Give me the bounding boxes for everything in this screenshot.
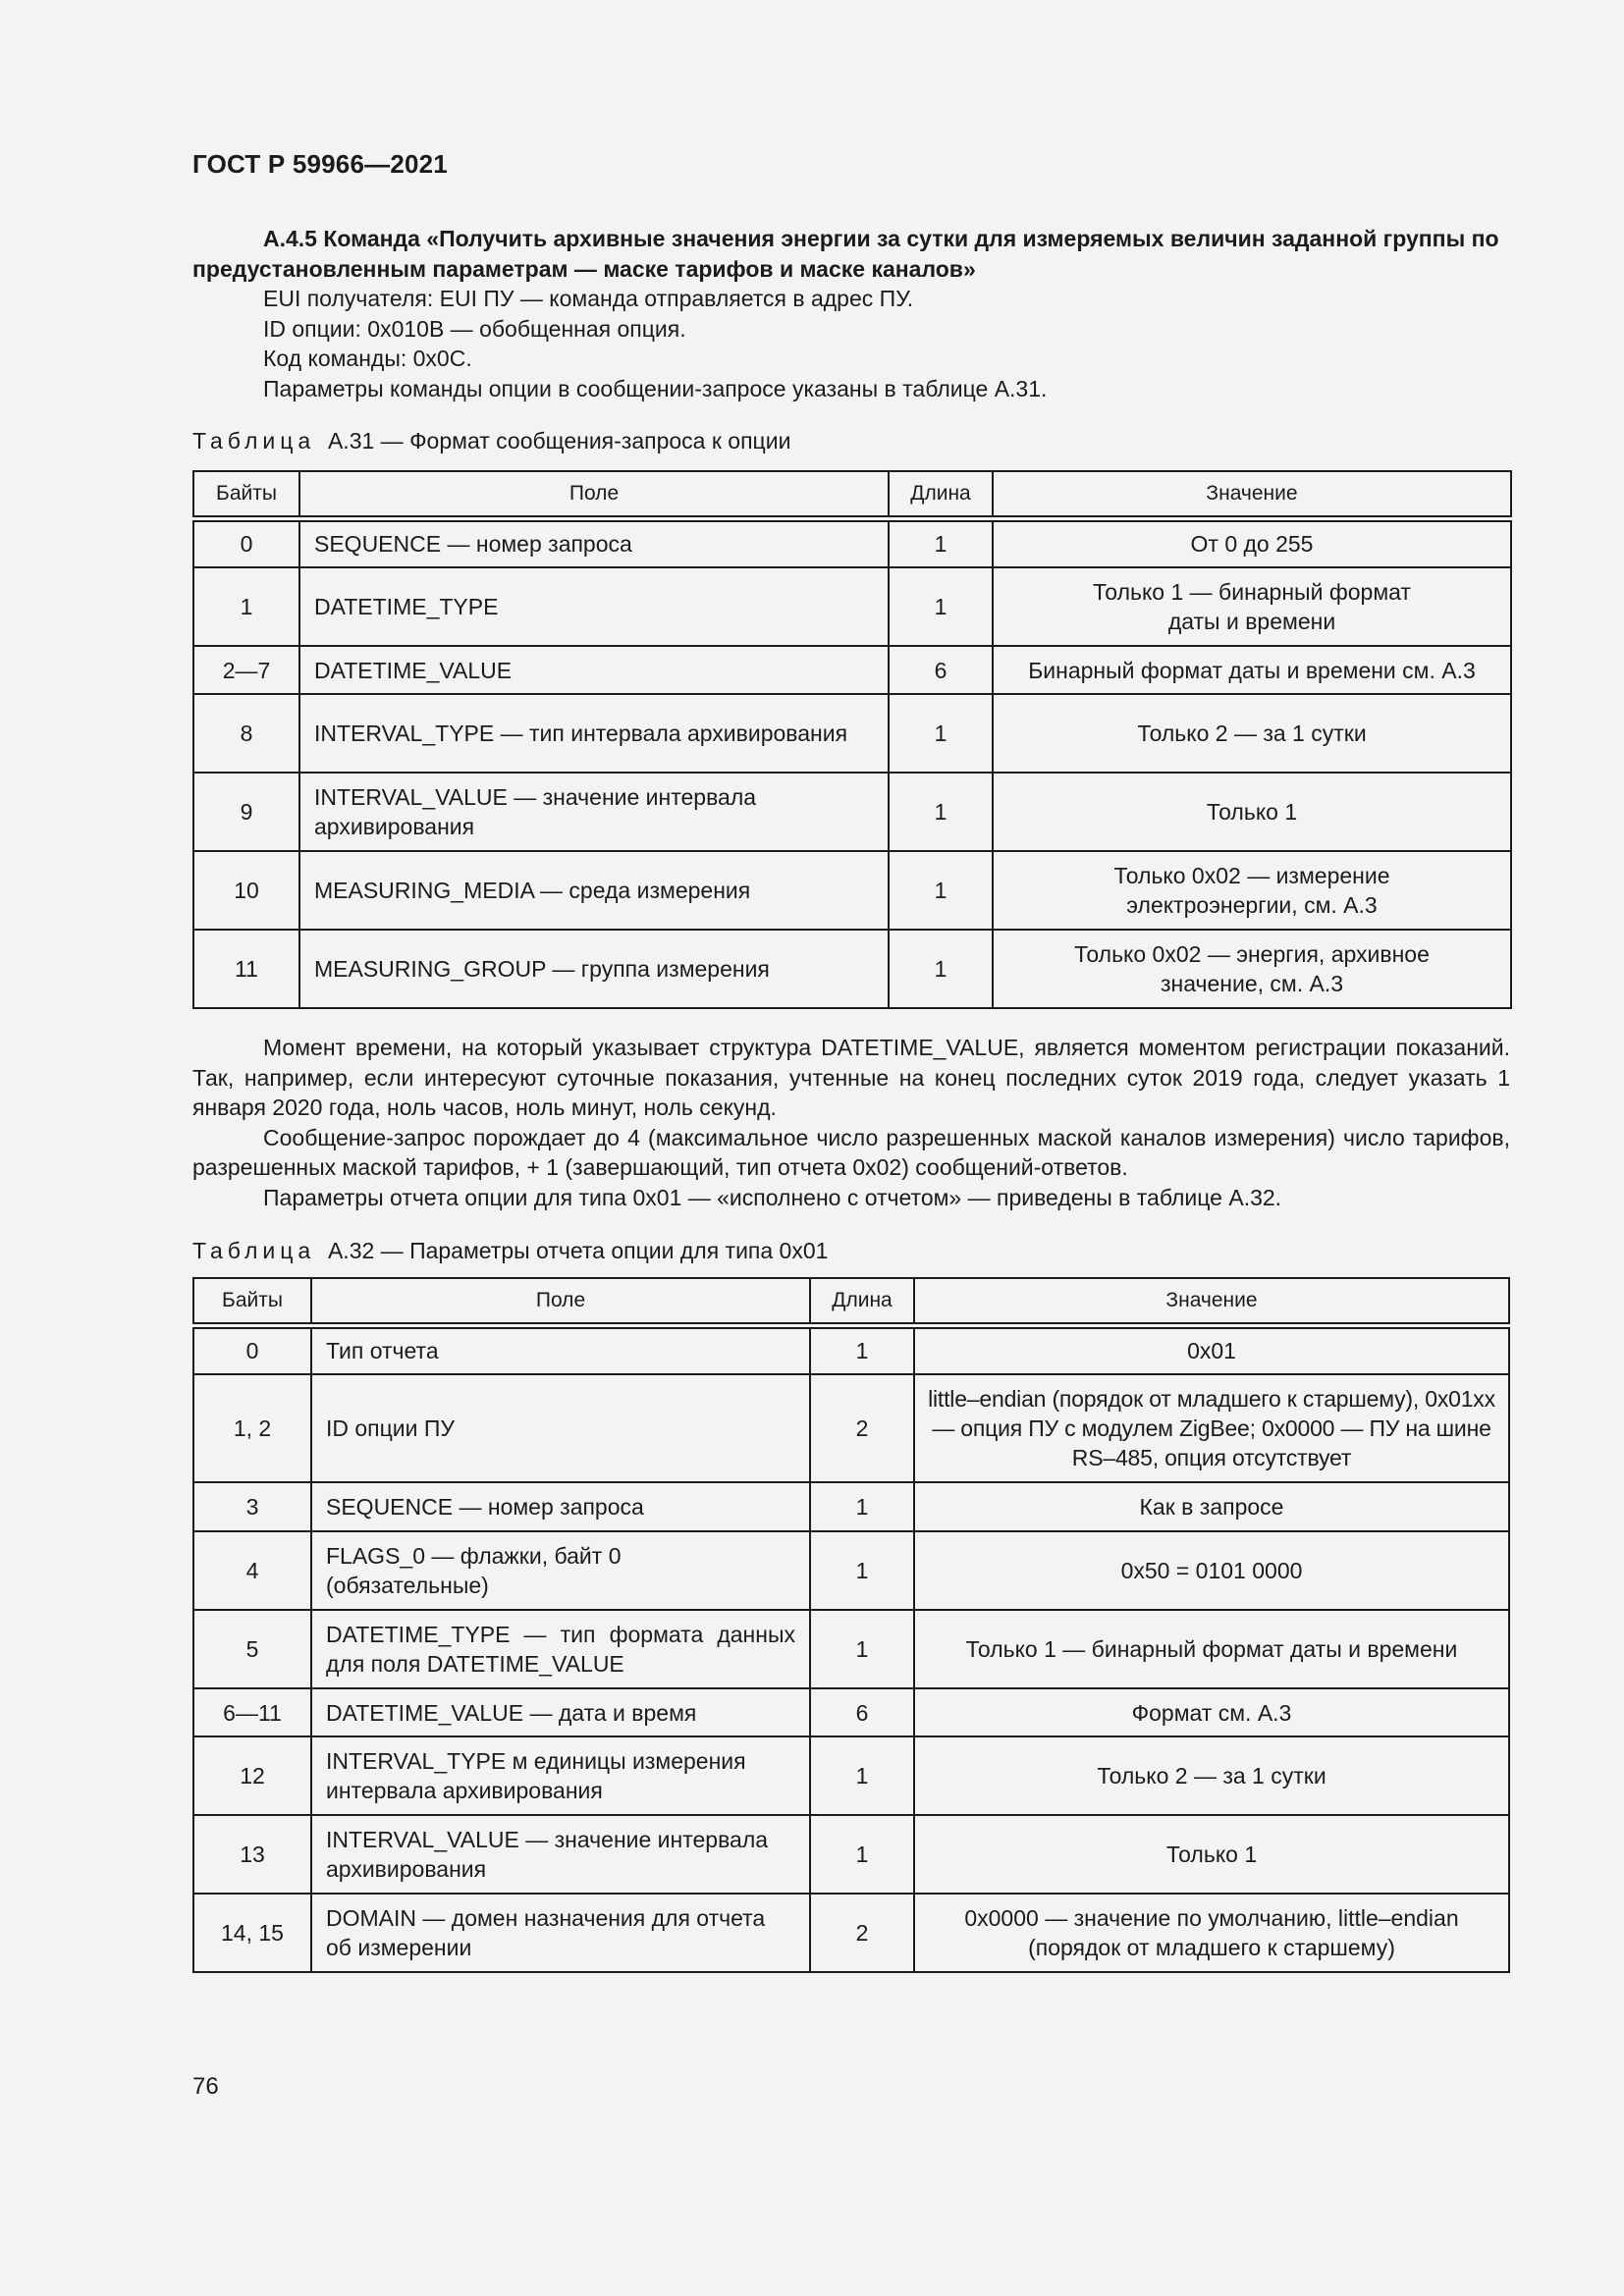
cell-bytes: 12 bbox=[193, 1736, 311, 1815]
table-row bbox=[193, 1325, 1509, 1374]
header-field: Поле bbox=[299, 471, 889, 518]
cell-value: Только 0x02 — измерение электроэнергии, см. А.3 bbox=[993, 851, 1511, 930]
cell-bytes: 1, 2 bbox=[193, 1374, 311, 1482]
cell-bytes: 1 bbox=[193, 567, 299, 646]
section-heading: А.4.5 Команда «Получить архивные значения энергии за сутки для измеряемых величин заданной группы по предустановленным параметрам — маске тарифов и маске каналов» bbox=[192, 226, 1499, 282]
header-bytes: Байты bbox=[193, 471, 299, 518]
cell-field: ID опции ПУ bbox=[311, 1374, 810, 1482]
cell-value: Только 0x02 — энергия, архивное значение, см. А.3 bbox=[993, 930, 1511, 1008]
table-row bbox=[193, 694, 1511, 773]
caption-text: А.32 — Параметры отчета опции для типа 0x01 bbox=[327, 1238, 829, 1263]
table-header-row bbox=[193, 1278, 1509, 1325]
cell-bytes: 8 bbox=[193, 694, 299, 773]
cell-value: little–endian (порядок от младшего к старшему), 0x01xx — опция ПУ с модулем ZigBee; 0x0000 — ПУ на шине RS–485, опция отсутствует bbox=[914, 1374, 1509, 1482]
section-line: ID опции: 0x010B — обобщенная опция. bbox=[263, 315, 686, 342]
cell-length: 6 bbox=[889, 646, 993, 694]
table-row bbox=[193, 1374, 1509, 1482]
table-row bbox=[193, 1894, 1509, 1972]
cell-bytes: 6—11 bbox=[193, 1688, 311, 1736]
table-row bbox=[193, 518, 1511, 567]
cell-value: Только 1 bbox=[914, 1815, 1509, 1894]
caption-label: Таблица bbox=[192, 428, 316, 454]
paragraph: Сообщение-запрос порождает до 4 (максимальное число разрешенных маской каналов измерения) число тарифов, разрешенных маской тарифов, + 1 (завершающий, тип отчета 0x02) сообщений-ответов. bbox=[192, 1124, 1510, 1180]
cell-field: DATETIME_TYPE — тип формата данных для поля DATETIME_VALUE bbox=[311, 1610, 810, 1688]
section-a45 bbox=[192, 224, 1508, 403]
cell-length: 1 bbox=[810, 1815, 914, 1894]
paragraph: Момент времени, на который указывает структура DATETIME_VALUE, является моментом регистрации показаний. Так, например, если интересуют суточные показания, учтенные на конец последних суток 2019 года, следует указать 1 января 2020 года, ноль часов, ноль минут, ноль секунд. bbox=[192, 1035, 1510, 1120]
cell-value: 0x01 bbox=[914, 1325, 1509, 1374]
cell-length: 1 bbox=[810, 1610, 914, 1688]
cell-value: 0x50 = 0101 0000 bbox=[914, 1531, 1509, 1610]
table-row bbox=[193, 1531, 1509, 1610]
table-row bbox=[193, 773, 1511, 851]
cell-length: 1 bbox=[810, 1736, 914, 1815]
cell-value: Только 1 — бинарный формат даты и времени bbox=[993, 567, 1511, 646]
table-a31 bbox=[192, 470, 1512, 1009]
cell-field: FLAGS_0 — флажки, байт 0 (обязательные) bbox=[311, 1531, 810, 1610]
table31-caption bbox=[192, 428, 790, 454]
table-row bbox=[193, 1815, 1509, 1894]
header-value: Значение bbox=[914, 1278, 1509, 1325]
cell-field: MEASURING_GROUP — группа измерения bbox=[299, 930, 889, 1008]
cell-length: 1 bbox=[889, 930, 993, 1008]
cell-field: DATETIME_VALUE — дата и время bbox=[311, 1688, 810, 1736]
cell-value: Как в запросе bbox=[914, 1482, 1509, 1531]
middle-text bbox=[192, 1033, 1510, 1212]
cell-length: 1 bbox=[889, 773, 993, 851]
cell-bytes: 11 bbox=[193, 930, 299, 1008]
table-row bbox=[193, 646, 1511, 694]
cell-value: Только 2 — за 1 сутки bbox=[914, 1736, 1509, 1815]
header-length: Длина bbox=[810, 1278, 914, 1325]
cell-bytes: 9 bbox=[193, 773, 299, 851]
section-line: EUI получателя: EUI ПУ — команда отправляется в адрес ПУ. bbox=[263, 286, 914, 311]
cell-field: DATETIME_TYPE bbox=[299, 567, 889, 646]
cell-bytes: 2—7 bbox=[193, 646, 299, 694]
cell-value: От 0 до 255 bbox=[993, 518, 1511, 567]
cell-field: INTERVAL_VALUE — значение интервала архивирования bbox=[299, 773, 889, 851]
section-line: Код команды: 0x0C. bbox=[263, 346, 472, 371]
header-value: Значение bbox=[993, 471, 1511, 518]
cell-length: 2 bbox=[810, 1894, 914, 1972]
cell-bytes: 14, 15 bbox=[193, 1894, 311, 1972]
cell-bytes: 13 bbox=[193, 1815, 311, 1894]
cell-length: 1 bbox=[810, 1482, 914, 1531]
cell-field: MEASURING_MEDIA — среда измерения bbox=[299, 851, 889, 930]
cell-length: 6 bbox=[810, 1688, 914, 1736]
header-field: Поле bbox=[311, 1278, 810, 1325]
cell-length: 1 bbox=[889, 694, 993, 773]
header-bytes: Байты bbox=[193, 1278, 311, 1325]
table-row bbox=[193, 851, 1511, 930]
cell-value: Только 2 — за 1 сутки bbox=[993, 694, 1511, 773]
cell-bytes: 4 bbox=[193, 1531, 311, 1610]
cell-field: INTERVAL_VALUE — значение интервала архивирования bbox=[311, 1815, 810, 1894]
paragraph: Параметры отчета опции для типа 0x01 — «исполнено с отчетом» — приведены в таблице А.32. bbox=[263, 1184, 1282, 1210]
cell-length: 2 bbox=[810, 1374, 914, 1482]
cell-bytes: 0 bbox=[193, 518, 299, 567]
cell-bytes: 5 bbox=[193, 1610, 311, 1688]
cell-value: Бинарный формат даты и времени см. А.3 bbox=[993, 646, 1511, 694]
header-length: Длина bbox=[889, 471, 993, 518]
table-row bbox=[193, 567, 1511, 646]
cell-field: INTERVAL_TYPE м единицы измерения интервала архивирования bbox=[311, 1736, 810, 1815]
page-number: 76 bbox=[192, 2073, 219, 2100]
caption-text: А.31 — Формат сообщения-запроса к опции bbox=[327, 428, 791, 454]
cell-field: SEQUENCE — номер запроса bbox=[311, 1482, 810, 1531]
cell-value: Формат см. А.3 bbox=[914, 1688, 1509, 1736]
table-row bbox=[193, 1482, 1509, 1531]
table-row bbox=[193, 930, 1511, 1008]
caption-label: Таблица bbox=[192, 1238, 316, 1263]
cell-field: DATETIME_VALUE bbox=[299, 646, 889, 694]
table-header-row bbox=[193, 471, 1511, 518]
table32-caption bbox=[192, 1238, 828, 1264]
table-row bbox=[193, 1736, 1509, 1815]
table-a32 bbox=[192, 1277, 1510, 1973]
document-header: ГОСТ Р 59966—2021 bbox=[192, 149, 448, 179]
cell-value: Только 1 — бинарный формат даты и времени bbox=[914, 1610, 1509, 1688]
cell-bytes: 3 bbox=[193, 1482, 311, 1531]
cell-bytes: 0 bbox=[193, 1325, 311, 1374]
section-line: Параметры команды опции в сообщении-запросе указаны в таблице А.31. bbox=[263, 375, 1048, 401]
cell-value: 0x0000 — значение по умолчанию, little–endian (порядок от младшего к старшему) bbox=[914, 1894, 1509, 1972]
cell-field: Тип отчета bbox=[311, 1325, 810, 1374]
cell-field: DOMAIN — домен назначения для отчета об измерении bbox=[311, 1894, 810, 1972]
cell-length: 1 bbox=[889, 851, 993, 930]
table-row bbox=[193, 1688, 1509, 1736]
cell-value: Только 1 bbox=[993, 773, 1511, 851]
cell-field: INTERVAL_TYPE — тип интервала архивирования bbox=[299, 694, 889, 773]
cell-length: 1 bbox=[889, 567, 993, 646]
cell-length: 1 bbox=[810, 1325, 914, 1374]
cell-bytes: 10 bbox=[193, 851, 299, 930]
table-row bbox=[193, 1610, 1509, 1688]
cell-field: SEQUENCE — номер запроса bbox=[299, 518, 889, 567]
cell-length: 1 bbox=[810, 1531, 914, 1610]
cell-length: 1 bbox=[889, 518, 993, 567]
